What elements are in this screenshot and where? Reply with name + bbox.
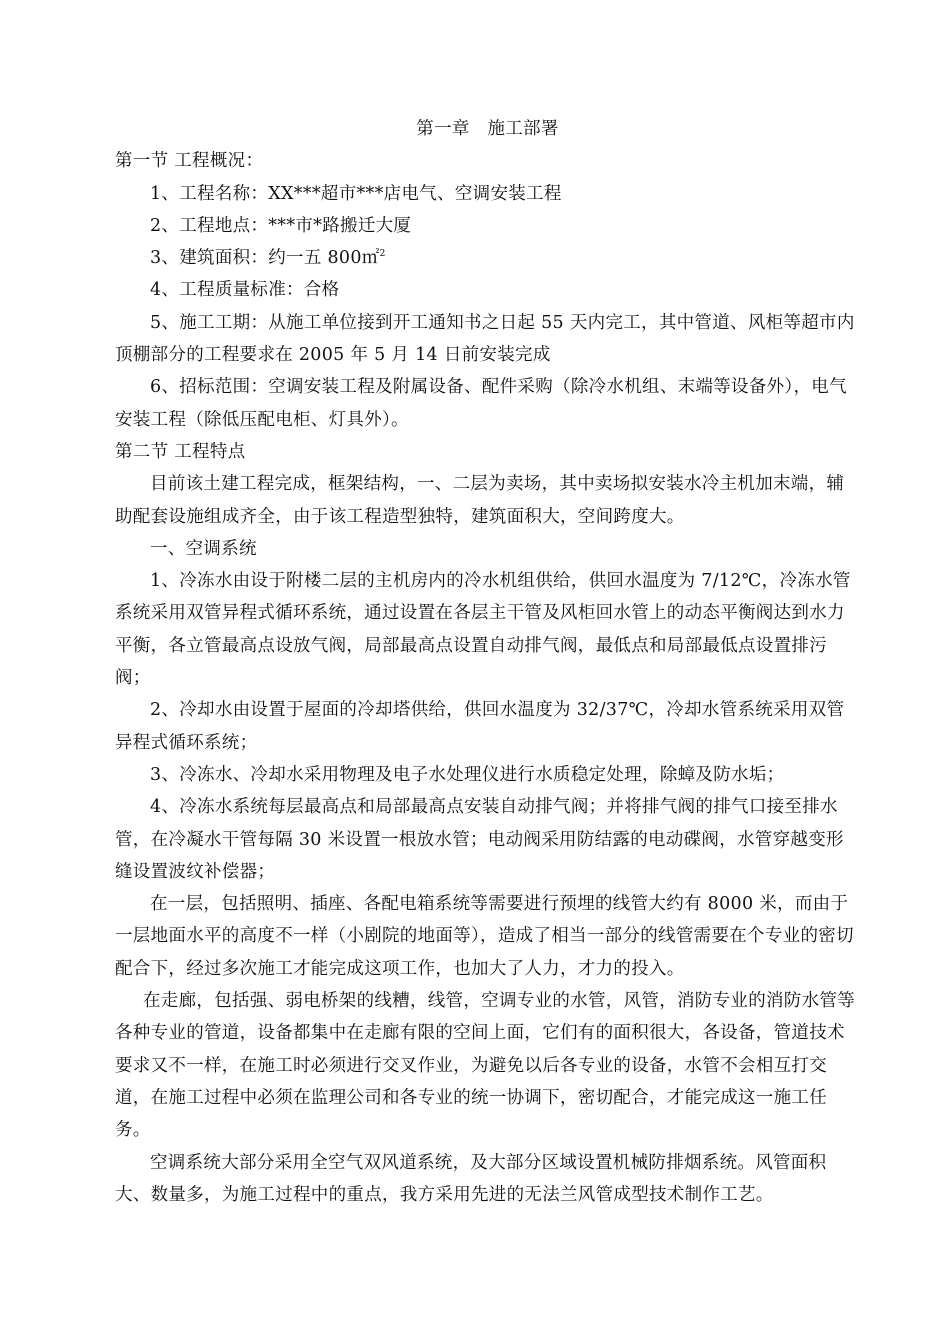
hvac-paragraph-exhaust-valves: 4、冷冻水系统每层最高点和局部最高点安装自动排气阀；并将排气阀的排气口接至排水管，在冷凝水干管每隔 30 米设置一根放水管；电动阀采用防结露的电动碟阀，水管穿越变形缝设置波纹补偿器； [115,797,844,882]
hvac-paragraph-cooling-water: 2、冷却水由设置于屋面的冷却塔供给，供回水温度为 32/37℃，冷却水管系统采用双管异程式循环系统； [115,700,845,753]
overview-item-area [115,242,860,274]
paragraph-first-floor: 在一层，包括照明、插座、各配电箱系统等需要进行预埋的线管大约有 8000 米，而由于一层地面水平的高度不一样（小剧院的地面等），造成了相当一部分的线管需要在个专业的密切配合下，经过多次施工才能完成这项工作，也加大了人力，才力的投入。 [115,894,854,979]
overview-item-scope: 6、招标范围：空调安装工程及附属设备、配件采购（除冷水机组、末端等设备外），电气安装工程（除低压配电柜、灯具外）。 [115,377,847,430]
hvac-paragraph-chilled-water: 1、冷冻水由设于附楼二层的主机房内的冷水机组供给，供回水温度为 7/12℃，冷冻水管系统采用双管异程式循环系统，通过设置在各层主干管及风柜回水管上的动态平衡阀达到水力平衡，各立管最高点设放气阀，局部最高点设置自动排气阀，最低点和局部最低点设置排污阀； [115,571,851,689]
section-heading-overview: 第一节 工程概况： [115,151,264,172]
area-superscript: 2 [379,249,386,260]
hvac-paragraph-water-treatment: 3、冷冻水、冷却水采用物理及电子水处理仪进行水质稳定处理，除蟑及防水垢； [150,764,785,785]
overview-item-project-name: 1、工程名称：XX***超市***店电气、空调安装工程 [150,183,562,204]
overview-item-location: 2、工程地点：***市*路搬迁大厦 [150,215,412,236]
paragraph-air-system: 空调系统大部分采用全空气双风道系统，及大部分区域设置机械防排烟系统。风管面积大、数量多，为施工过程中的重点，我方采用先进的无法兰风管成型技术制作工艺。 [115,1152,827,1205]
section-heading-features: 第二节 工程特点 [115,441,246,462]
overview-item-quality: 4、工程质量标准：合格 [150,280,340,301]
document-body [115,113,860,1211]
subheading-hvac: 一、空调系统 [150,538,257,559]
paragraph-corridor: 在走廊，包括强、弱电桥架的线糟，线管，空调专业的水管，风管，消防专业的消防水管等各种专业的管道，设备都集中在走廊有限的空间上面，它们有的面积很大，各设备，管道技术要求又不一样，在施工时必须进行交叉作业，为避免以后各专业的设备，水管不会相互打交道，在施工过程中必须在监理公司和各专业的统一协调下，密切配合，才能完成这一施工任务。 [115,991,855,1141]
features-intro: 目前该土建工程完成，框架结构，一、二层为卖场，其中卖场拟安装水冷主机加末端，辅助配套设施组成齐全，由于该工程造型独特，建筑面积大，空间跨度大。 [115,474,845,527]
chapter-title: 第一章 施工部署 [416,119,559,139]
overview-item-schedule: 5、施工工期：从施工单位接到开工通知书之日起 55 天内完工，其中管道、风柜等超市内顶棚部分的工程要求在 2005 年 5 月 14 日前安装完成 [115,312,855,366]
overview-item-area-text: 3、建筑面积：约一五 800㎡ [150,248,380,269]
